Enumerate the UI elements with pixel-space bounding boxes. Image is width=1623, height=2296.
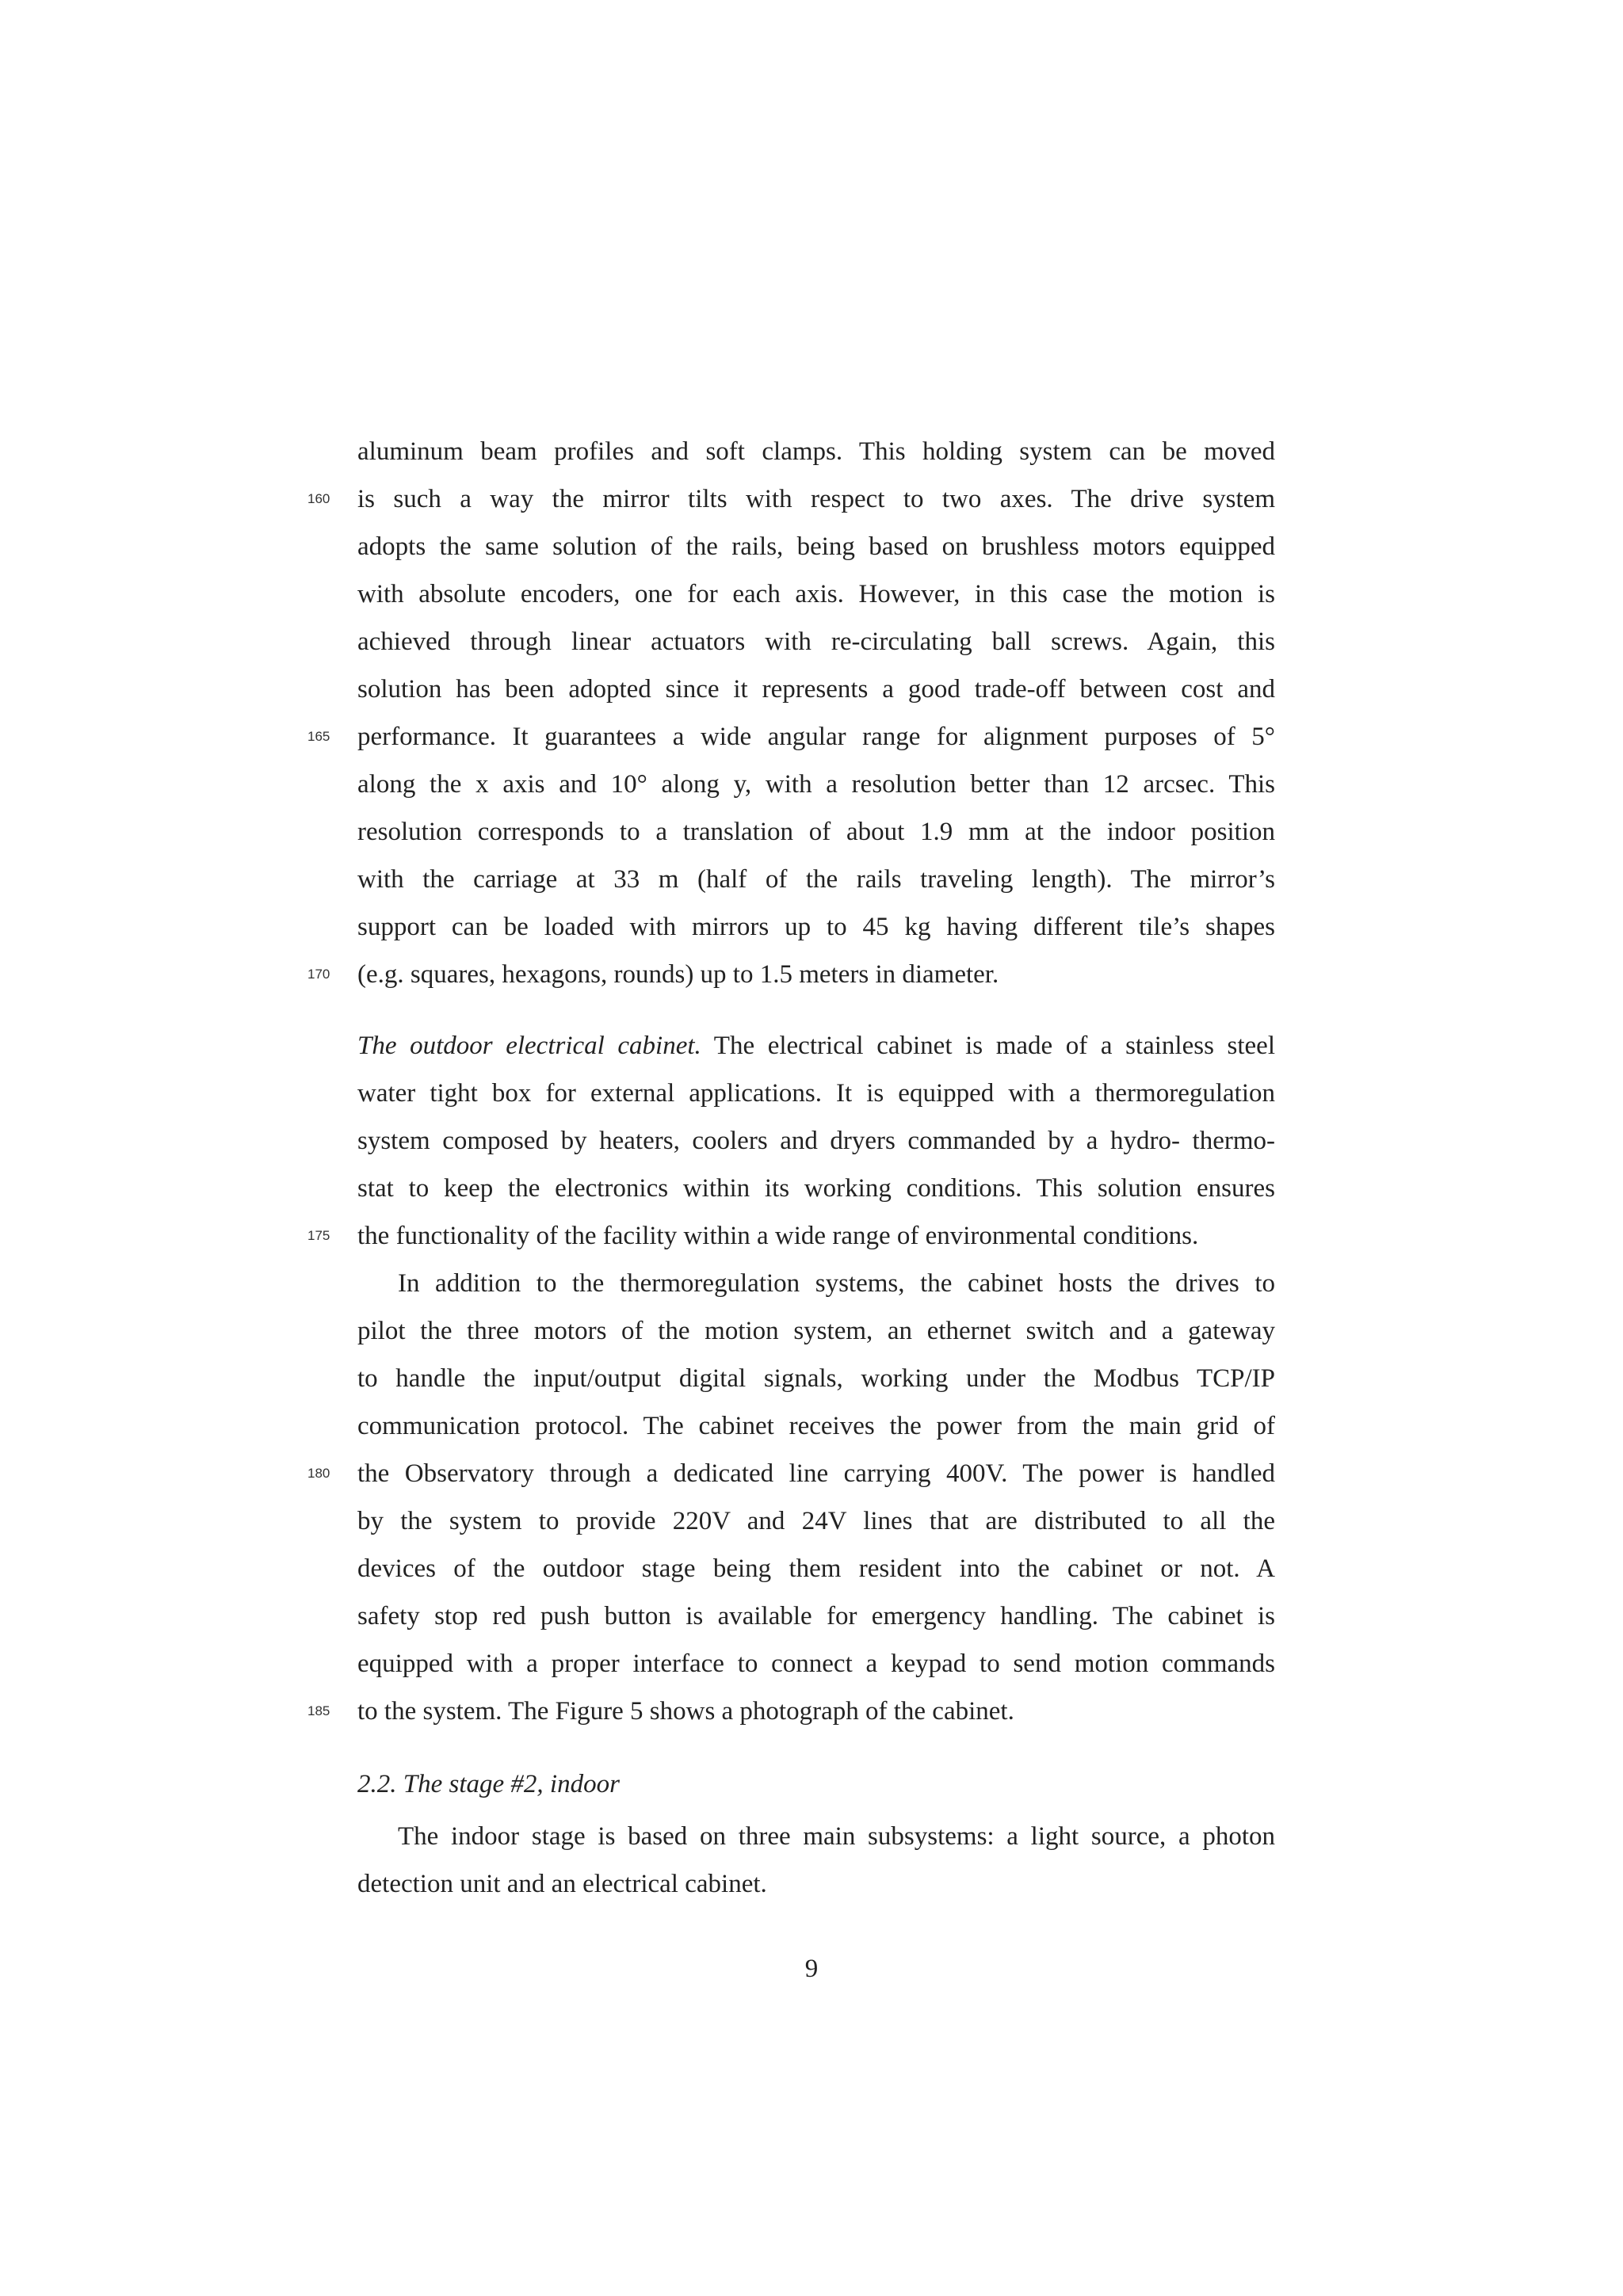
text-line: In addition to the thermoregulation systems, the cabinet hosts the drives to [398,1269,1275,1298]
line-number: 170 [307,967,330,982]
text-line: to handle the input/output digital signals, working under the Modbus TCP/IP [357,1364,1275,1393]
text-line: performance. It guarantees a wide angular range for alignment purposes of 5° [357,723,1275,751]
text-line: the functionality of the facility within a wide range of environmental conditions. [357,1222,1199,1250]
text-line: water tight box for external applications. It is equipped with a thermoregulation [357,1079,1275,1108]
section-heading: 2.2. The stage #2, indoor [357,1770,620,1798]
text-line: stat to keep the electronics within its working conditions. This solution ensures [357,1174,1275,1203]
text-line: solution has been adopted since it represents a good trade-off between cost and [357,675,1275,704]
text-line: devices of the outdoor stage being them resident into the cabinet or not. A [357,1554,1275,1583]
text-span: The electrical cabinet is made of a stainless steel [701,1032,1275,1060]
text-line: detection unit and an electrical cabinet. [357,1870,767,1898]
line-number: 175 [307,1228,330,1243]
text-line: aluminum beam profiles and soft clamps. This holding system can be moved [357,437,1275,466]
line-number: 160 [307,491,330,506]
text-line: adopts the same solution of the rails, being based on brushless motors equipped [357,532,1275,561]
text-line: pilot the three motors of the motion system, an ethernet switch and a gateway [357,1317,1275,1345]
line-number: 165 [307,729,330,744]
text-line: communication protocol. The cabinet receives the power from the main grid of [357,1412,1275,1440]
text-line: the Observatory through a dedicated line carrying 400V. The power is handled [357,1459,1275,1488]
text-line: equipped with a proper interface to connect a keypad to send motion commands [357,1650,1275,1678]
text-line: with absolute encoders, one for each axis. However, in this case the motion is [357,580,1275,608]
line-number: 185 [307,1703,330,1718]
text-line: along the x axis and 10° along y, with a resolution better than 12 arcsec. This [357,770,1275,799]
text-line: The indoor stage is based on three main subsystems: a light source, a photon [398,1822,1275,1851]
text-line: (e.g. squares, hexagons, rounds) up to 1.5 meters in diameter. [357,960,999,989]
paragraph-heading-line [357,1022,1275,1070]
text-line: safety stop red push button is available for emergency handling. The cabinet is [357,1602,1275,1630]
text-line: with the carriage at 33 m (half of the rails traveling length). The mirror’s [357,865,1275,894]
text-line: system composed by heaters, coolers and dryers commanded by a hydro- thermo- [357,1127,1275,1155]
text-line: resolution corresponds to a translation of about 1.9 mm at the indoor position [357,818,1275,846]
text-line: by the system to provide 220V and 24V lines that are distributed to all the [357,1507,1275,1535]
text-line: achieved through linear actuators with re-circulating ball screws. Again, this [357,627,1275,656]
text-line: support can be loaded with mirrors up to 45 kg having different tile’s shapes [357,913,1275,941]
line-number: 180 [307,1466,330,1481]
text-line: to the system. The Figure 5 shows a photograph of the cabinet. [357,1697,1014,1726]
text-line: is such a way the mirror tilts with respect to two axes. The drive system [357,485,1275,513]
page-number: 9 [804,1955,819,1983]
paragraph-heading: The outdoor electrical cabinet. [357,1032,701,1060]
